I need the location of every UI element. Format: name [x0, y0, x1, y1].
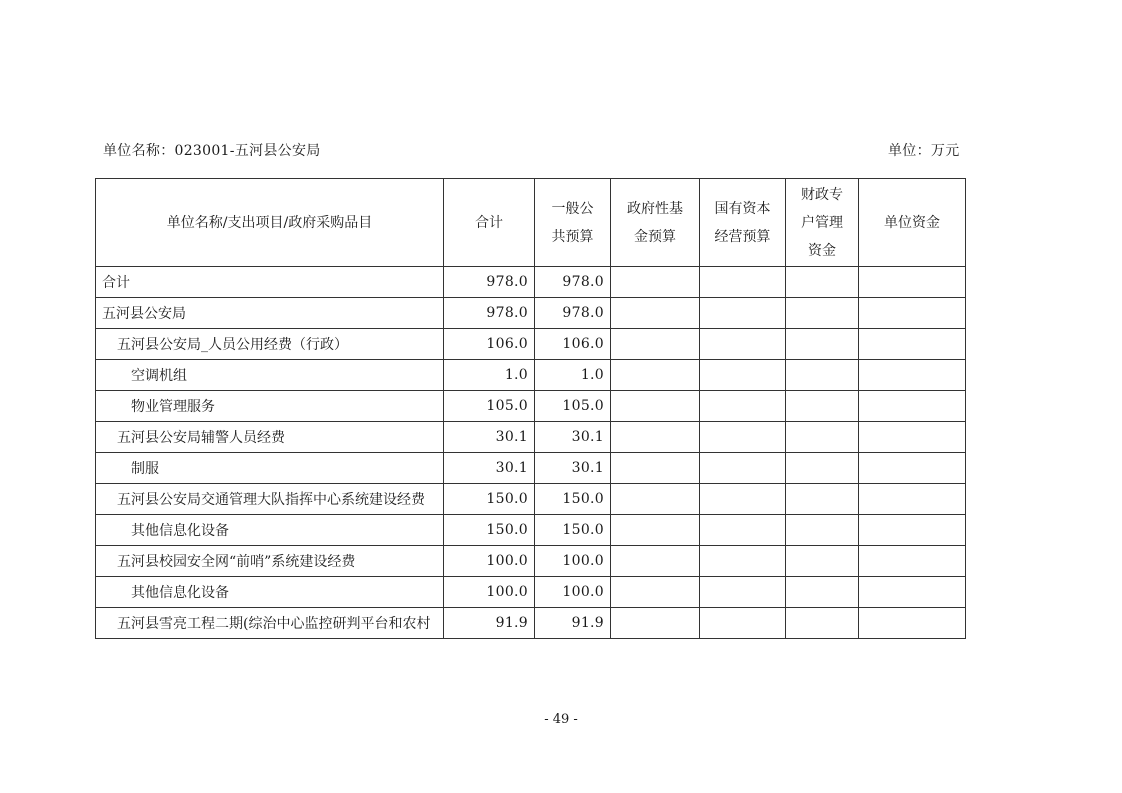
unit-name-label: 单位名称：023001-五河县公安局 — [103, 143, 321, 159]
row-fund-budget — [611, 298, 700, 329]
column-header-general-budget: 一般公共预算 — [535, 179, 611, 267]
row-name: 五河县雪亮工程二期(综治中心监控研判平台和农村 — [96, 608, 444, 639]
row-special-account-funds — [786, 267, 859, 298]
row-name: 其他信息化设备 — [96, 577, 444, 608]
row-special-account-funds — [786, 360, 859, 391]
table-row — [96, 484, 966, 515]
row-special-account-funds — [786, 298, 859, 329]
table-row — [96, 515, 966, 546]
row-name: 五河县公安局_人员公用经费（行政） — [96, 329, 444, 360]
row-total: 30.1 — [444, 422, 535, 453]
row-unit-funds — [859, 577, 966, 608]
row-special-account-funds — [786, 329, 859, 360]
row-total: 105.0 — [444, 391, 535, 422]
column-header-unit-funds: 单位资金 — [859, 179, 966, 267]
row-general-budget: 106.0 — [535, 329, 611, 360]
row-state-capital-budget — [700, 422, 786, 453]
row-state-capital-budget — [700, 391, 786, 422]
row-fund-budget — [611, 608, 700, 639]
row-fund-budget — [611, 422, 700, 453]
row-state-capital-budget — [700, 484, 786, 515]
budget-table — [95, 178, 966, 639]
table-row — [96, 267, 966, 298]
row-total: 150.0 — [444, 515, 535, 546]
row-general-budget: 150.0 — [535, 515, 611, 546]
row-special-account-funds — [786, 577, 859, 608]
row-name: 空调机组 — [96, 360, 444, 391]
row-general-budget: 1.0 — [535, 360, 611, 391]
row-unit-funds — [859, 298, 966, 329]
row-total: 100.0 — [444, 577, 535, 608]
column-header-name: 单位名称/支出项目/政府采购品目 — [96, 179, 444, 267]
row-unit-funds — [859, 453, 966, 484]
row-fund-budget — [611, 484, 700, 515]
table-row — [96, 608, 966, 639]
column-header-fund-budget: 政府性基金预算 — [611, 179, 700, 267]
row-total: 978.0 — [444, 298, 535, 329]
row-state-capital-budget — [700, 546, 786, 577]
row-name: 五河县公安局辅警人员经费 — [96, 422, 444, 453]
page-number: - 49 - — [544, 712, 578, 727]
row-state-capital-budget — [700, 360, 786, 391]
currency-unit-label: 单位：万元 — [888, 143, 960, 159]
column-header-state-capital-budget: 国有资本经营预算 — [700, 179, 786, 267]
row-total: 91.9 — [444, 608, 535, 639]
row-total: 150.0 — [444, 484, 535, 515]
row-general-budget: 978.0 — [535, 267, 611, 298]
row-special-account-funds — [786, 453, 859, 484]
row-fund-budget — [611, 391, 700, 422]
row-name: 制服 — [96, 453, 444, 484]
row-unit-funds — [859, 484, 966, 515]
row-state-capital-budget — [700, 298, 786, 329]
row-state-capital-budget — [700, 577, 786, 608]
row-fund-budget — [611, 267, 700, 298]
row-name: 其他信息化设备 — [96, 515, 444, 546]
row-general-budget: 30.1 — [535, 422, 611, 453]
row-total: 30.1 — [444, 453, 535, 484]
row-general-budget: 100.0 — [535, 546, 611, 577]
row-unit-funds — [859, 329, 966, 360]
table-header-row — [96, 179, 966, 267]
row-total: 106.0 — [444, 329, 535, 360]
column-header-total: 合计 — [444, 179, 535, 267]
row-special-account-funds — [786, 515, 859, 546]
row-general-budget: 105.0 — [535, 391, 611, 422]
row-total: 978.0 — [444, 267, 535, 298]
row-name: 合计 — [96, 267, 444, 298]
row-total: 100.0 — [444, 546, 535, 577]
row-fund-budget — [611, 546, 700, 577]
table-row — [96, 329, 966, 360]
row-unit-funds — [859, 422, 966, 453]
table-row — [96, 453, 966, 484]
row-unit-funds — [859, 515, 966, 546]
row-special-account-funds — [786, 608, 859, 639]
row-state-capital-budget — [700, 453, 786, 484]
row-general-budget: 30.1 — [535, 453, 611, 484]
row-fund-budget — [611, 360, 700, 391]
row-state-capital-budget — [700, 329, 786, 360]
row-special-account-funds — [786, 546, 859, 577]
row-special-account-funds — [786, 391, 859, 422]
row-state-capital-budget — [700, 515, 786, 546]
row-name: 五河县公安局 — [96, 298, 444, 329]
row-unit-funds — [859, 267, 966, 298]
row-name: 物业管理服务 — [96, 391, 444, 422]
row-unit-funds — [859, 608, 966, 639]
row-unit-funds — [859, 360, 966, 391]
row-name: 五河县公安局交通管理大队指挥中心系统建设经费 — [96, 484, 444, 515]
row-fund-budget — [611, 453, 700, 484]
column-header-special-account-funds: 财政专户管理资金 — [786, 179, 859, 267]
row-special-account-funds — [786, 422, 859, 453]
row-name: 五河县校园安全网“前哨”系统建设经费 — [96, 546, 444, 577]
row-state-capital-budget — [700, 608, 786, 639]
row-fund-budget — [611, 329, 700, 360]
row-total: 1.0 — [444, 360, 535, 391]
row-state-capital-budget — [700, 267, 786, 298]
row-unit-funds — [859, 391, 966, 422]
table-row — [96, 360, 966, 391]
row-unit-funds — [859, 546, 966, 577]
table-row — [96, 546, 966, 577]
row-general-budget: 100.0 — [535, 577, 611, 608]
row-general-budget: 978.0 — [535, 298, 611, 329]
table-row — [96, 391, 966, 422]
table-row — [96, 577, 966, 608]
row-general-budget: 150.0 — [535, 484, 611, 515]
row-general-budget: 91.9 — [535, 608, 611, 639]
row-special-account-funds — [786, 484, 859, 515]
table-row — [96, 422, 966, 453]
row-fund-budget — [611, 515, 700, 546]
table-row — [96, 298, 966, 329]
row-fund-budget — [611, 577, 700, 608]
